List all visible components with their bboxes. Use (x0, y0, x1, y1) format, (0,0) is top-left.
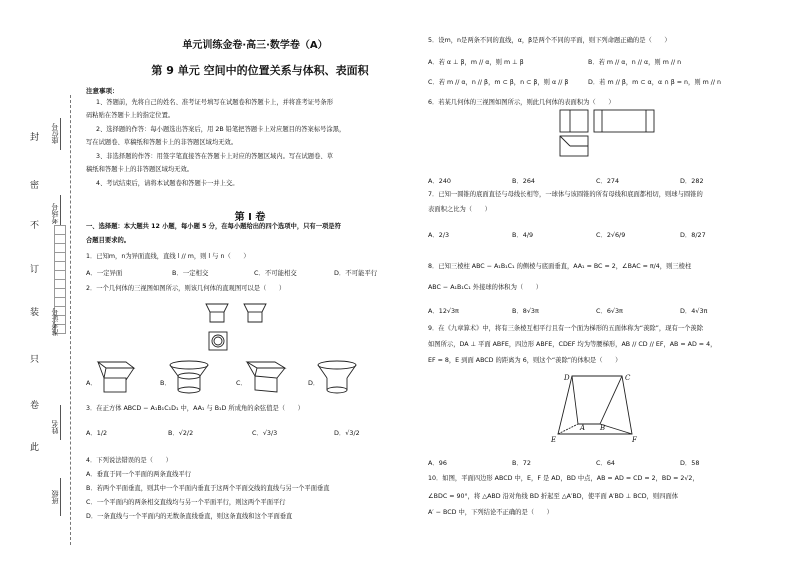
note-line: 稿纸和答题卡上的非答题区域均无效。 (86, 166, 194, 173)
q1-option-b: B．一定相交 (172, 269, 209, 277)
margin-char: 只 (30, 355, 40, 365)
field-admission-ticket: 准考证号 (51, 308, 59, 336)
q6-option-a: A．240 (428, 177, 451, 185)
unit-title: 第 9 单元 空间中的位置关系与体积、表面积 (151, 64, 369, 77)
q2-option-a: A． (86, 379, 97, 387)
q6-three-view-figure (556, 108, 660, 160)
q9-label-c: C (625, 374, 631, 382)
question-8-cont: ABC − A₁B₁C₁ 外接球的体积为（ ） (428, 284, 543, 291)
margin-char: 卷 (30, 401, 40, 411)
q6-option-c: C．274 (596, 177, 620, 185)
margin-char: 不 (30, 221, 40, 231)
section-instruction: 合题目要求的。 (86, 237, 131, 244)
q9-label-e: E (551, 436, 557, 444)
note-line: 1、答题前，先将自己的姓名、准考证号填写在试题卷和答题卡上，并将准考证号条形 (96, 99, 333, 106)
q3-option-a: A．1/2 (86, 429, 108, 437)
q4-item-b: B．若两个平面垂直，则其中一个平面内垂直于这两个平面交线的直线与另一个平面垂直 (86, 485, 330, 492)
q9-option-a: A．96 (428, 459, 447, 467)
q5-option-d: D．若 m // β，m ⊂ α，α ∩ β = n，则 m // n (588, 79, 722, 86)
q1-option-c: C．不可能相交 (254, 269, 297, 277)
q1-option-d: D．不可能平行 (334, 269, 378, 277)
q9-option-c: C．64 (596, 459, 615, 467)
section-instruction: 一、选择题：本大题共 12 小题，每小题 5 分，在每小题给出的四个选项中，只有一项是符 (86, 223, 341, 230)
q2-option-d-figure (316, 360, 358, 394)
q9-figure (550, 372, 640, 444)
question-8: 8．已知三棱柱 ABC − A₁B₁C₁ 的侧棱与底面垂直，AA₁ = BC = 2，∠BAC = π/4，则三棱柱 (428, 263, 692, 270)
q9-label-d: D (564, 374, 570, 382)
q8-option-a: A．12√3π (428, 307, 459, 315)
question-3: 3．在正方体 ABCD − A₁B₁C₁D₁ 中，AA₁ 与 B₁D 所成角的余弦值是（ ） (86, 405, 304, 412)
field-line (60, 478, 61, 516)
q2-option-d: D． (308, 379, 320, 387)
q2-option-a-figure (96, 360, 136, 394)
note-line: 2、选择题的作答：每小题选出答案后，用 2B 铅笔把答题卡上对应题目的答案标号涂黑， (96, 126, 346, 133)
question-4: 4．下列说法错误的是（ ） (86, 457, 172, 464)
notes-heading: 注意事项： (86, 87, 119, 95)
note-line: 3、非选择题的作答：用签字笔直接答在答题卡上对应的答题区域内。写在试题卷、草 (96, 153, 333, 160)
section-title: 第 I 卷 (234, 212, 266, 223)
margin-char: 密 (30, 181, 40, 191)
q4-item-a: A．垂直于同一个平面的两条直线平行 (86, 471, 192, 478)
q6-option-d: D．282 (680, 177, 704, 185)
q8-option-c: C．6√3π (596, 307, 623, 315)
question-10: 10．如图，平面四边形 ABCD 中，E，F 是 AD，BD 中点，AB = AD = CD = 2，BD = 2√2， (428, 475, 699, 482)
field-line (60, 195, 61, 225)
field-line (60, 405, 61, 440)
q6-option-b: B．264 (512, 177, 535, 185)
question-10-cont: ∠BDC = 90°，将 △ABD 沿对角线 BD 折起至 △A′BD，使平面 A′BD ⊥ BCD，则四面体 (428, 493, 679, 500)
note-line: 码粘贴在答题卡上的指定位置。 (86, 112, 175, 119)
binding-line (70, 95, 71, 545)
q4-item-d: D．一条直线与一个平面内的无数条直线垂直，则这条直线和这个平面垂直 (86, 513, 293, 520)
q1-option-a: A．一定异面 (86, 269, 123, 277)
q7-option-a: A．2/3 (428, 231, 450, 239)
field-line (60, 118, 61, 150)
question-5: 5．设m，n是两条不同的直线，α，β是两个不同的平面，则下列命题正确的是（ ） (428, 37, 671, 44)
question-9: 9．在《九章算术》中，将有三条棱互相平行且有一个面为梯形的五面体称为“羡除”，现有一个羡除 (428, 325, 703, 332)
q3-option-d: D．√3/2 (334, 429, 360, 437)
q8-option-b: B．8√3π (512, 307, 539, 315)
question-7-cont: 表面积之比为（ ） (428, 206, 491, 213)
field-exam-room: 考场号 (51, 203, 59, 224)
q7-option-c: C．2√6/9 (596, 231, 626, 239)
margin-char: 封 (30, 133, 40, 143)
question-6: 6．若某几何体的三视图如图所示，则此几何体的表面积为（ ） (428, 99, 615, 106)
q9-option-d: D．58 (680, 459, 700, 467)
q3-option-b: B．√2/2 (168, 429, 194, 437)
q2-option-b-figure (168, 360, 210, 394)
q5-option-c: C．若 m // α，n // β，m ⊂ β，n ⊂ β，则 α // β (428, 79, 569, 86)
q5-option-b: B．若 m // α，n // α，则 m // n (588, 59, 682, 66)
q9-label-b: B (600, 424, 606, 432)
question-7: 7．已知一圆锥的底面直径与母线长相等，一球体与该圆锥的所有母线和底面都相切，则球与圆锥的 (428, 191, 703, 198)
q4-item-c: C．一个平面内的两条相交直线均与另一个平面平行，则这两个平面平行 (86, 499, 286, 506)
q9-label-f: F (632, 436, 637, 444)
question-2: 2．一个几何体的三视图如图所示，则该几何体的直观图可以是（ ） (86, 285, 286, 292)
q7-option-d: D．8/27 (680, 231, 706, 239)
q7-option-b: B．4/9 (512, 231, 534, 239)
q2-option-c: C． (236, 379, 247, 387)
question-9-cont: EF = 8，E 到面 ABCD 的距离为 6，则这个“羡除”的体积是（ ） (428, 357, 622, 364)
question-10-cont: A′ − BCD 中，下列结论不正确的是（ ） (428, 509, 553, 516)
q2-option-c-figure (245, 360, 287, 394)
note-line: 4、考试结束后，请将本试题卷和答题卡一并上交。 (96, 180, 239, 187)
field-class: 班级 (51, 490, 59, 504)
field-seat-number: 座位号 (51, 123, 59, 144)
q2-three-view-figure (200, 300, 280, 362)
q5-option-a: A．若 α ⊥ β，m // α，则 m ⊥ β (428, 59, 524, 66)
margin-char: 订 (30, 265, 40, 275)
margin-char: 此 (30, 443, 40, 453)
q3-option-c: C．√3/3 (252, 429, 278, 437)
note-line: 写在试题卷、草稿纸和答题卡上的非答题区域均无效。 (86, 139, 238, 146)
question-1: 1．已知m，n为异面直线，直线 l // m，则 l 与 n（ ） (86, 253, 250, 260)
q9-option-b: B．72 (512, 459, 531, 467)
q8-option-d: D．4√3π (680, 307, 708, 315)
question-9-cont: 如图所示，DA ⊥ 平面 ABFE，四边形 ABFE，CDEF 均为等腰梯形，AB // CD // EF，AB = AD = 4， (428, 341, 717, 348)
paper-title: 单元训练金卷·高三·数学卷（A） (182, 40, 328, 51)
margin-char: 装 (30, 308, 40, 318)
q2-option-b: B． (160, 379, 171, 387)
field-name: 姓名 (51, 420, 59, 434)
q9-label-a: A (580, 424, 586, 432)
